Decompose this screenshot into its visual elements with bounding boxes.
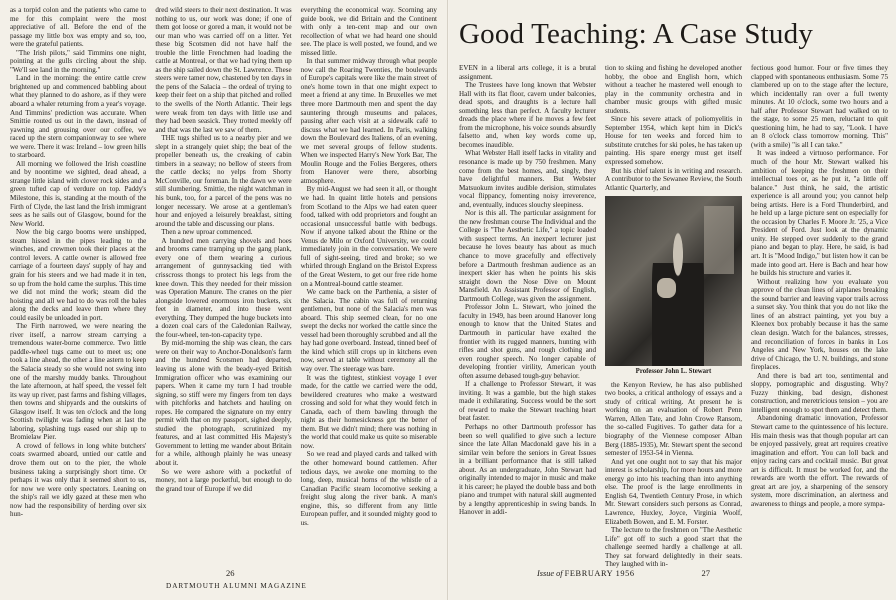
paragraph: If a challenge to Professor Stewart, it was inviting. It was a gamble, but the high stakes made it exhilarating. Success would be the sort of reward to make the Stewart teaching heart beat faster. [459,380,596,423]
page-number-left: 26 [226,568,235,578]
paragraph: the Kenyon Review, he has also published two books, a critical anthology of essays and a study of critical writing. At present he is working on an evaluation of Robert Penn Warren, Allen Tate, and John Crowe Ransom, the so-called Fugitives. To gather data for a biography of the Viennese composer Alban Berg (1885-1935), Mr. Stewart spent the second semester of 1953-54 in Vienna. [605,380,742,458]
paragraph: Nor is this all. The particular assignment for the new freshman course The Individual and the College is "The Aesthetic Life," a topic loaded with suspect terms. An inexpert lecturer just because he loves beauty has about as much chance to move gracefully and effectively before a Dartmouth freshman audience as an inexpert skier has when he points his skis straight down the Nose Dive on Mount Mansfield. An Assistant Professor of English, Dartmouth College, was given the assignment. [459,209,596,303]
paragraph: And there is bad art too, sentimental and sloppy, pornographic and disgusting. Why? Fuzzy thinking, bad design, dishonest construction, and meretricious tension – you are intelligent enough to spot them and detect them. [751,371,888,414]
paragraph: The lecture to the freshmen on "The Aesthetic Life" got off to such a good start that the challenge seemed hardly a challenge at all. They sat forward delightedly in their seats. They laughed with in- [605,526,742,569]
paragraph: It was indeed a virtuoso performance. For much of the hour Mr. Stewart walked his ambition of keeping the freshmen on their intellectual toes or, as he put it, "a little off balance." Just think, he said, the artistic experience is all around you; you cannot help being artists. Here is a Ford Thunderbird, and he held up a large picture sent on especially for the occasion by Charles F. Moore Jr. '25, a Vice President of Ford. Just look at the dynamic unity. He stepped over suddenly to the grand piano and began to play. Here, he said, is bad art. It is "Mood Indigo," but listen how it can be made into good art. Here is Bach and hear how he builds his structure and varies it. [751,149,888,278]
paragraph: THE tugs shifted us to a nearby pier and we slept in a strangely quiet ship; the beat of the propeller beneath us, the creaking of cabin timbers in a seaway; no bellow of steers from the cattle decks; no yelps from Shorty McConville, our foreman. In the dawn we were still slumbering. Smittie, the night watchman in his bunk, too, for a parcel of the pens was no longer necessary. We arose at a gentleman's hour and enjoyed a leisurely breakfast, sitting around the table and discussing our plans. [155,134,292,228]
paragraph: But his chief talent is in writing and research. A contributor to the Sewanee Review, the South Atlantic Quarterly, and [605,166,742,192]
photo-hand [657,278,676,298]
professor-photo [605,196,742,366]
paragraph: By mid-morning the ship was clean, the cars were on their way to Anchor-Donaldson's farm and the hundred Scotsmen had departed, leaving us alone with the beady-eyed British Immigration officer who was examining our papers. When it came my turn I had trouble signing, so stiff were my fingers from ten days with pitchforks and hatchets and hauling on ropes. He compared the signature on my entry permit with that on my passport, sighed deeply, studied the photograph, scrutinized my features, and at last committed His Majesty's Government to letting me wander about Britain for a while, although plainly he was uneasy about it. [155,339,292,467]
left-column-2 [155,6,291,554]
paragraph: "The Irish pilots," said Timmins one night, pointing at the gulls circling about the ship. "We'll see land in the morning." [10,48,147,74]
paragraph: The Firth narrowed, we were nearing the river itself, a narrow stream carrying a tremendous water-borne commerce. Two little paddle-wheel tugs came out to meet us; one took a line ahead, the other a line astern to keep the Salacia steady so she would not swing into one of the marshy muddy banks. Throughout the late afternoon, at half speed, the vessel felt its way up river, past farms and fishing villages, then towns and shipyards and the outskirts of Glasgow itself. It was ten o'clock and the long Scottish twilight was fading when at last the laboring, splashing tugs eased our ship up to Bromielaw Pier. [10,322,147,442]
left-column-1 [10,6,146,554]
paragraph: EVEN in a liberal arts college, it is a brutal assignment. [459,64,596,81]
paragraph: Abandoning dramatic innovation, Professor Stewart came to the quintessence of his lecture. His main thesis was that though popular art can be enjoyed passively, great art requires creative imagination and effort. You can loll back and enjoy racing cars and cocktail music. But great art is difficult. It must be worked for, and the rewards are worth the effort. The rewards of great art are joy, a sharpening of the sensory system, more discrimination, an alertness and awareness to things and people, a more sympa- [751,414,888,508]
paragraph: So we were ashore with a pocketful of money, not a large pocketful, but enough to do the grand tour of Europe if we did [155,467,292,493]
paragraph: And yet one ought not to say that his major interest is scholarship, for more hours and more energy go into his teaching than into anything else. The proof is the large enrollments in English 64, Twentieth Century Prose, in which Mr. Stewart considers such persons as Conrad, Lawrence, Huxley, Joyce, Virginia Woolf, Elizabeth Bowen, and E. M. Forster. [605,457,742,526]
paragraph: everything the economical way. Scorning any guide book, we did Britain and the Continent with only a ten-cent map and our own recollection of what we had heard one should see. The place is well posted, we found, and we missed little. [300,6,437,57]
right-columns [459,64,888,569]
left-column-3 [301,6,437,554]
paragraph: Now the big cargo booms were unshipped, steam hissed in the pipes leading to the winches, and crewmen took their places at the control levers. A cattle owner is allowed free carriage of a fourteen days' supply of hay and grain for his steers and we had made it in ten, so up from the hold came the surplus. This time we did not mind the work; steam did the hoisting and all we had to do was roll the bales along the decks and leave them where they could easily be unloaded in port. [10,228,147,322]
paragraph: It was the tightest, stinkiest voyage I ever made, for the cattle we carried were the odd, bewildered creatures who make a westward crossing and sold for what they would fetch in Canada, each of them bawling through the night as their homesickness got the better of them. But we didn't mind; there was nothing in the world that could make us quite so miserable now. [300,373,437,450]
paragraph: A crowd of fellows in long white butchers' coats swarmed aboard, untied our cattle and drove them out on to the pier, the whole business taking a surprisingly short time. Or perhaps it was only that it seemed short to us, for now we were only spectators. Leaning on the ship's rail we idly gazed at these men who now had the responsibility of herding over six hun- [10,441,147,519]
paragraph: So we read and played cards and talked with the other homeward bound cattlemen. After tedious days, we awoke one morning to the long, deep, musical horns of the whistle of a Canadian Pacific steam locomotive seeking a freight slug along the river bank. A man's engine, this, so different from any little European puffer, and it sounded mighty good to us. [300,450,437,527]
paragraph: We came back on the Parthenia, a sister of the Salacia. The cabin was full of returning gentlemen, but none of the Salacia's men was aboard. This ship seemed clean, for no one swept the decks nor worked the cattle since the vessel had been thoroughly scrubbed and all the hay had gone overboard. Instead, tinned beef of the kind which still crops up in kitchens even now, served at table without ceremony all the way over. The steerage was bare. [300,288,437,373]
paragraph: as a torpid colon and the patients who came to me for this complaint were the most appreciative of all. Before the end of the passage my little box was empty and so, too, were the grateful patients. [10,6,147,49]
paragraph: Since his severe attack of poliomyelitis in September 1954, which kept him in Dick's House for ten weeks and forced him to substitute crutches for ski poles, he has taken up painting. His spare energy must get itself expressed somehow. [605,115,742,167]
paragraph: In that summer midway through what people now call the Roaring Twenties, the boulevards of Europe's capitals were like the main street of one's home town in that one might expect to meet a friend at any time. In Bruxelles we met three more Dartmouth men and spent the day sauntering through museums and palaces, pausing after each visit at a sidewalk café to discuss what we had learned. In Paris, walking down the Boulevard des Italiens, of an evening, we met several groups of fellow students. When we inspected Harry's New York Bar, The Moulin Rouge and the Folies Bergeres, others from Hanover were there, absorbing atmosphere. [300,57,437,185]
paragraph: By mid-August we had seen it all, or thought we had. In quaint little hotels and pensions from Scotland to the Alps we had eaten queer food, talked with odd proprietors and fought an occasional unsuccessful battle with bedbugs. Now if anyone talked about the Rhine or the Venus de Milo or Oxford University, we could immediately join in the conversation. We were full of sight-seeing, tired and broke; so we whirled through England on the Bristol Express of the Great Western, to get our free ride home on a Montreal-bound cattle steamer. [300,185,437,288]
paragraph: Perhaps no other Dartmouth professor has been so well qualified to give such a lecture since the late Allan Macdonald gave his in a similar vein before the seniors in Great Issues in a brilliant performance that is still talked about. As an undergraduate, John Stewart had originally intended to major in music and make it his career; he played the double bass and both piano and trumpet with natural skill augmented by a lengthy apprenticeship in swing bands. In Hanover in addi- [459,422,596,517]
paragraph: Professor John L. Stewart, who joined the faculty in 1949, has been around Hanover long enough to know that the United States and Dartmouth in particular have exalted the frontier with its rugged manners, hunting with rifles and shot guns, and rough clothing and even rougher speech. No longer capable of developing frontier virility, American youth often assume debased tough-guy behavior. [459,303,596,380]
left-columns [10,6,437,554]
paragraph: All morning we followed the Irish coastline and by noontime we sighted, dead ahead, a strange little island with clover rock sides and a green tufted cap of verdure on top. Paddy's Milestone, this is, standing at the mouth of the Firth of Clyde, the last land the Irish immigrant sees as he sails out of Glasgow, bound for the New World. [10,159,147,228]
paragraph: tion to skiing and fishing he developed another hobby, the oboe and English horn, which without a teacher he mastered well enough to play in the community orchestra and in chamber music groups with gifted music students. [605,64,742,115]
issue-prefix: Issue of [537,569,563,578]
photo-window [704,206,734,274]
right-column-2 [605,64,742,569]
right-page [449,0,896,600]
right-column-3 [751,64,888,554]
paragraph: The Trustees have long known that Webster Hall with its flat floor, cavern under balconies, dead spots, and draughts is a lecture hall something less than perfect. A faculty lecturer dreads the place where if he moves a few feet from the microphone, his voice sounds absurdly falsetto and, when key words come up, becomes inaudible. [459,81,596,149]
magazine-footer: DARTMOUTH ALUMNI MAGAZINE [166,582,307,590]
paragraph: Then a new uproar commenced. [161,228,253,237]
paragraph: Land in the morning: the entire cattle crew brightened up and commenced babbling about what they planned to do ashore, as if they were aboard a whaler returning from a year's voyage. And Timmins' prediction was accurate. When Smittie routed us out in the dawn, instead of yawning and grousing over our coffee, we raced up the stern companionway to see where we were. There it was: Ireland – low green hills to starboard. [10,74,147,160]
paragraph: What Webster Hall itself lacks in vitality and resonance is made up by 750 freshmen. Many come from the best homes, and, singly, they have delightful manners. But Webster Matsuokum invites audible derision, stimulates vocal flippancy, fomenting noisy irreverence, and, eventually, induces slouchy sleepiness. [459,149,596,209]
paragraph: Without realizing how you evaluate you approve of the clean lines of airplanes breaking the sound barrier and leaving vapor trails across a sunset sky. You think that you do not like the lines of an abstract painting, yet you buy a Kleenex box probably because it has the same clean design. Watch for the balances, stresses, and reconciliation of forces in banks in Los Angeles and New York, houses on the lake drive of Chicago, the U. N. buildings, and stone fireplaces. [751,277,888,372]
article-headline: Good Teaching: A Case Study [459,18,814,50]
issue-date: FEBRUARY 1956 [564,569,635,578]
paragraph: fectious good humor. Four or five times they clapped with spontaneous enthusiasm. Some 75 clambered up on to the stage after the lecture, which incidentally ran over a full twenty minutes. At 10 o'clock, some two hours and a half after Professor Stewart had walked on to the stage, to some 25 men, reluctant to quit questioning him, he had to say, "Look. I have an 8 o'clock class tomorrow morning. This" (with a smile) "is all I can take." [751,64,888,149]
paragraph: dred wild steers to their next destination. It was nothing to us, our work was done; if one of them got loose or gored a man, it would not be our man who was carried off on a litter. Yet these big Scotsmen did not have half the trouble the little Frenchmen had loading the cattle at Montreal, or that we had tying them up as the ship sailed down the St. Lawrence. These steers were tamer now, chastened by ten days in the pens of the Salacia – the ordeal of trying to keep their feet on a ship that pitched and rolled to the swells of the North Atlantic. Their legs were weak from ten days with little use and they had been seasick. They trotted meekly off and that was the last we saw of them. [155,6,292,134]
page-number-right: 27 [701,568,710,578]
paragraph: A hundred men carrying shovels and hoes and brooms came tramping up the gang plank, every one of them wearing a curious arrangement of gunnysacking tied with crisscross thongs to protect his legs from the knee down. This they needed for their mission was Operation Manure. The cranes on the pier alongside lowered enormous iron buckets, six feet in diameter, and into these went everything. They dumped the huge buckets into a dozen coal cars of the Caledonian Railway, the four-wheel, ten-ton-capacity type. [155,236,292,339]
issue-footer [537,569,635,578]
right-column-1 [459,64,596,554]
photo-caption: Professor John L. Stewart [635,368,712,376]
